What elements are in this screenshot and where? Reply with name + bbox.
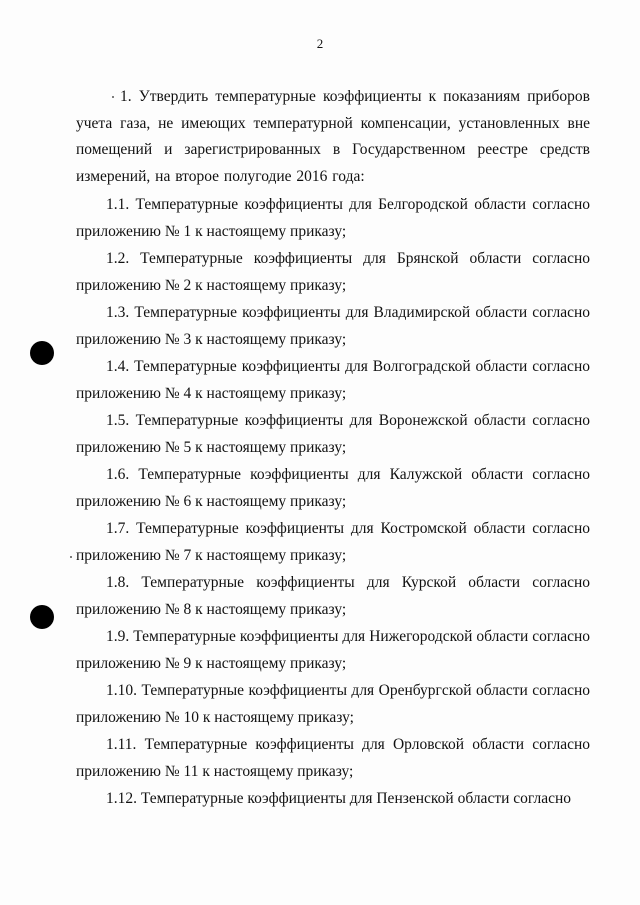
scan-speck — [70, 556, 72, 558]
subitem-paragraph: 1.6. Температурные коэффициенты для Калужской области согласно приложению № 6 к настоящему приказу; — [76, 466, 590, 510]
subitem-paragraph: 1.2. Температурные коэффициенты для Брянской области согласно приложению № 2 к настоящему приказу; — [76, 250, 590, 294]
page-number: 2 — [316, 36, 324, 51]
subitem-paragraph: 1.12. Температурные коэффициенты для Пензенской области согласно — [106, 790, 571, 807]
subitem-paragraph: 1.7. Температурные коэффициенты для Костромской области согласно приложению № 7 к настоящему приказу; — [76, 520, 590, 564]
subitem-paragraph: 1.3. Температурные коэффициенты для Владимирской области согласно приложению № 3 к настоящему приказу; — [76, 304, 590, 348]
subitem-paragraph: 1.10. Температурные коэффициенты для Оренбургской области согласно приложению № 10 к настоящему приказу; — [76, 682, 590, 726]
main-item-paragraph: 1. Утвердить температурные коэффициенты к показаниям приборов учета газа, не имеющих температурной компенсации, установленных вне помещений и зарегистрированных в Государственном реестре средств измерений, на второе полугодие 2016 года: — [76, 88, 590, 185]
subitem-paragraph: 1.9. Температурные коэффициенты для Нижегородской области согласно приложению № 9 к настоящему приказу; — [76, 628, 590, 672]
punch-hole-mark — [30, 605, 54, 629]
subitem-paragraph: 1.11. Температурные коэффициенты для Орловской области согласно приложению № 11 к настоящему приказу; — [76, 736, 590, 780]
subitem-paragraph: 1.5. Температурные коэффициенты для Воронежской области согласно приложению № 5 к настоящему приказу; — [76, 412, 590, 456]
subitem-paragraph: 1.4. Температурные коэффициенты для Волгоградской области согласно приложению № 4 к настоящему приказу; — [76, 358, 590, 402]
punch-hole-mark — [30, 341, 54, 365]
subitem-paragraph: 1.1. Температурные коэффициенты для Белгородской области согласно приложению № 1 к настоящему приказу; — [76, 196, 590, 240]
subitem-paragraph: 1.8. Температурные коэффициенты для Курской области согласно приложению № 8 к настоящему приказу; — [76, 574, 590, 618]
